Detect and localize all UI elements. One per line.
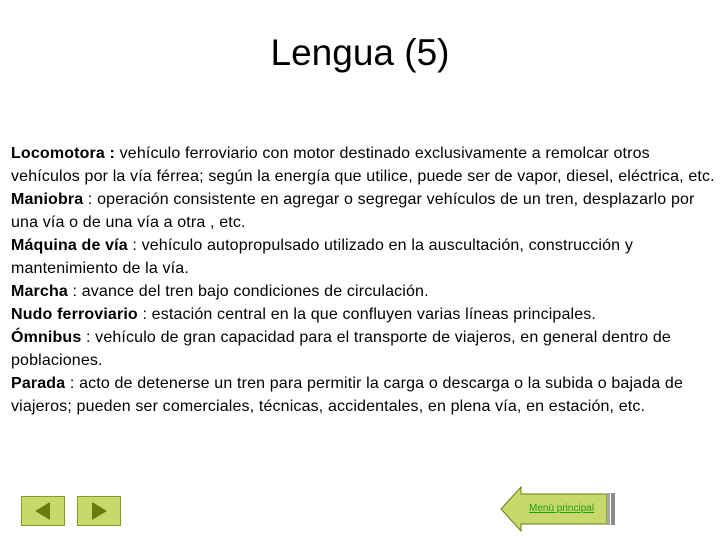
glossary-term: Maniobra	[11, 191, 84, 208]
glossary-term: Ómnibus	[11, 329, 82, 346]
glossary-entry	[11, 280, 717, 303]
glossary-definition: : operación consistente en agregar o segregar vehículos de un tren, desplazarlo por una vía o de una vía a otra , etc.	[11, 191, 695, 231]
glossary-term: Marcha	[11, 283, 68, 300]
glossary-entry	[11, 142, 717, 188]
glossary-term: Locomotora :	[11, 145, 116, 162]
main-menu-button[interactable]	[499, 483, 617, 535]
right-arrow-icon	[78, 497, 120, 525]
glossary-entry	[11, 326, 717, 372]
glossary-definition: : acto de detenerse un tren para permitir la carga o descarga o la subida o bajada de viajeros; pueden ser comerciales, técnicas, accidentales, en plena vía, en estación, etc.	[11, 375, 684, 415]
glossary-definition: vehículo ferroviario con motor destinado exclusivamente a remolcar otros vehículos por la vía férrea; según la energía que utilice, puede ser de vapor, diesel, eléctrica, etc.	[11, 145, 715, 185]
glossary-term: Máquina de vía	[11, 237, 128, 254]
glossary-entry	[11, 188, 717, 234]
main-menu-link[interactable]: Menú principal	[529, 503, 595, 514]
glossary-entry	[11, 303, 717, 326]
glossary-entry	[11, 372, 717, 418]
glossary-definition: : avance del tren bajo condiciones de circulación.	[67, 283, 429, 300]
glossary-definition: : vehículo autopropulsado utilizado en la auscultación, construcción y mantenimiento de la vía.	[11, 237, 633, 277]
glossary-term: Parada	[11, 375, 66, 392]
page-title: Lengua (5)	[270, 31, 450, 73]
glossary-entry	[11, 234, 717, 280]
glossary-definition: : vehículo de gran capacidad para el transporte de viajeros, en general dentro de poblaciones.	[11, 329, 671, 369]
next-slide-button[interactable]	[77, 496, 121, 526]
glossary-list	[11, 142, 717, 418]
previous-slide-button[interactable]	[21, 496, 65, 526]
glossary-term: Nudo ferroviario	[11, 306, 138, 323]
left-arrow-icon	[22, 497, 64, 525]
glossary-definition: : estación central en la que confluyen varias líneas principales.	[137, 306, 597, 323]
